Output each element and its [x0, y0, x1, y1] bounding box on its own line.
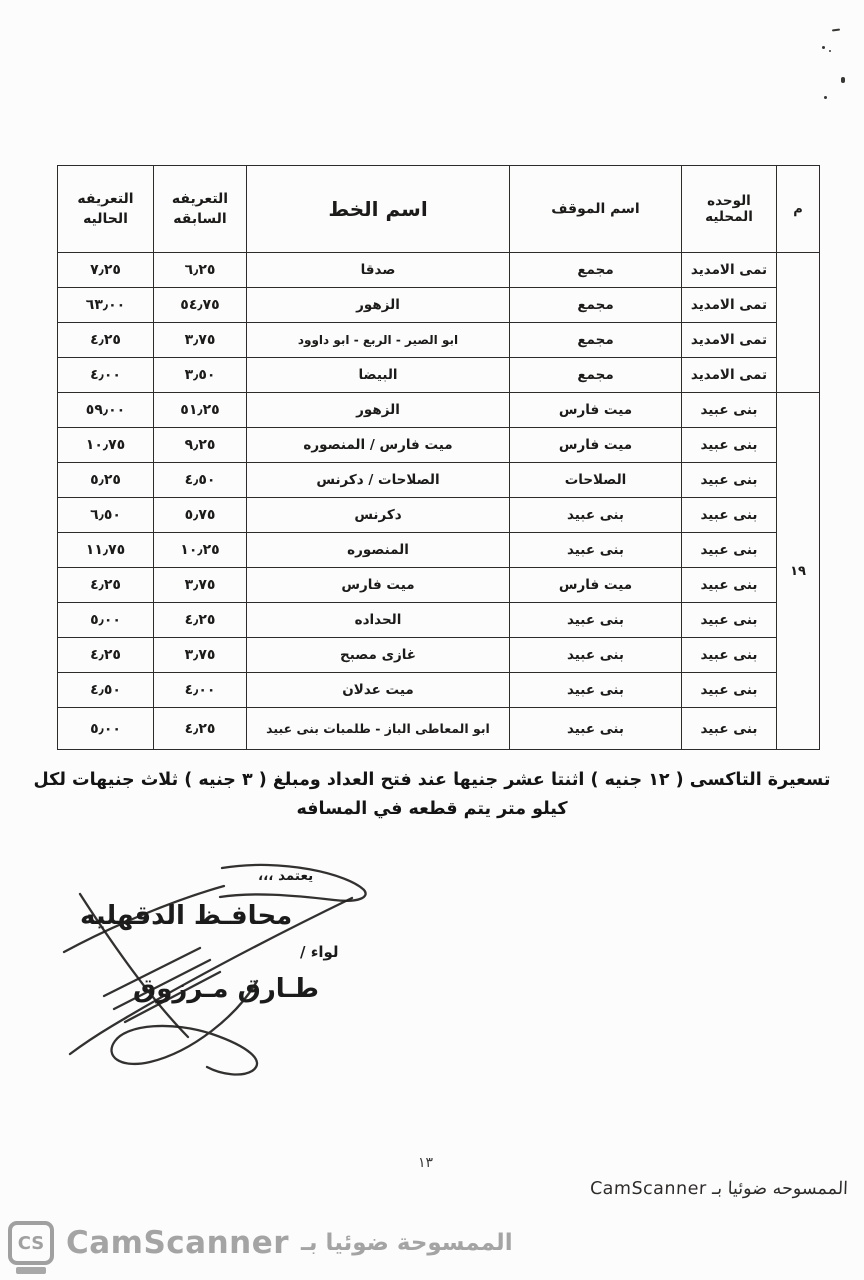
table-row: [58, 428, 820, 463]
camscanner-logo-icon: CS: [8, 1221, 54, 1265]
table-row: [58, 708, 820, 750]
scanned-by-arabic-text: الممسوحة ضوئيا بـ: [301, 1230, 513, 1256]
prev-tariff-cell: ٤٫٥٠: [154, 463, 247, 498]
stop-cell: الصلاحات: [510, 463, 682, 498]
stop-cell: بنى عبيد: [510, 603, 682, 638]
table-row: [58, 358, 820, 393]
prev-tariff-cell: ٤٫٢٥: [154, 603, 247, 638]
line-cell: الحداده: [247, 603, 510, 638]
handwritten-signature-scrawl: [52, 856, 382, 1081]
ink-speck: [841, 77, 845, 83]
prev-tariff-cell: ٥٫٧٥: [154, 498, 247, 533]
table-row: [58, 253, 820, 288]
line-cell: غازى مصبح: [247, 638, 510, 673]
unit-cell: بنى عبيد: [682, 673, 777, 708]
serial-cell-group-1: [777, 253, 820, 393]
unit-cell: تمى الامديد: [682, 288, 777, 323]
stop-cell: مجمع: [510, 253, 682, 288]
table-row: [58, 533, 820, 568]
curr-tariff-cell: ٤٫٢٥: [58, 568, 154, 603]
table-row: [58, 638, 820, 673]
stop-cell: بنى عبيد: [510, 498, 682, 533]
curr-tariff-cell: ١٠٫٧٥: [58, 428, 154, 463]
curr-tariff-cell: ٥٫٢٥: [58, 463, 154, 498]
header-current-tariff: [58, 166, 154, 253]
curr-tariff-cell: ٤٫٠٠: [58, 358, 154, 393]
table-row: [58, 288, 820, 323]
header-serial: م: [777, 166, 820, 253]
ink-speck: [824, 96, 827, 99]
table-row: [58, 568, 820, 603]
line-cell: ميت فارس / المنصوره: [247, 428, 510, 463]
prev-tariff-cell: ٩٫٢٥: [154, 428, 247, 463]
prev-tariff-cell: ٣٫٧٥: [154, 323, 247, 358]
stop-cell: مجمع: [510, 358, 682, 393]
curr-tariff-cell: ٤٫٢٥: [58, 638, 154, 673]
header-local-unit: الوحده المحليه: [682, 166, 777, 253]
curr-tariff-cell: ٤٫٢٥: [58, 323, 154, 358]
curr-tariff-cell: ٥٫٠٠: [58, 603, 154, 638]
stop-cell: بنى عبيد: [510, 708, 682, 750]
line-cell: الزهور: [247, 393, 510, 428]
approval-word: يعتمد ،،،: [258, 868, 314, 884]
header-previous-tariff-line1: التعريفه: [171, 191, 229, 207]
unit-cell: بنى عبيد: [682, 533, 777, 568]
stop-cell: مجمع: [510, 288, 682, 323]
unit-cell: تمى الامديد: [682, 358, 777, 393]
unit-cell: بنى عبيد: [682, 568, 777, 603]
line-cell: ميت فارس: [247, 568, 510, 603]
unit-cell: تمى الامديد: [682, 323, 777, 358]
stop-cell: ميت فارس: [510, 568, 682, 603]
header-stop-name: اسم الموقف: [510, 166, 682, 253]
table-row: [58, 323, 820, 358]
prev-tariff-cell: ٣٫٥٠: [154, 358, 247, 393]
table-row: [58, 498, 820, 533]
line-cell: دكرنس: [247, 498, 510, 533]
prev-tariff-cell: ٤٫٠٠: [154, 673, 247, 708]
stop-cell: ميت فارس: [510, 393, 682, 428]
camscanner-watermark: [8, 1221, 513, 1265]
header-current-tariff-line1: التعريفه: [77, 191, 134, 207]
curr-tariff-cell: ٤٫٥٠: [58, 673, 154, 708]
line-cell: الصلاحات / دكرنس: [247, 463, 510, 498]
page-number: ١٣: [418, 1155, 434, 1171]
prev-tariff-cell: ١٠٫٢٥: [154, 533, 247, 568]
curr-tariff-cell: ١١٫٧٥: [58, 533, 154, 568]
stop-cell: بنى عبيد: [510, 673, 682, 708]
line-cell: ميت عدلان: [247, 673, 510, 708]
tariff-note-line2: كيلو متر يتم قطعه في المسافه: [296, 799, 568, 819]
line-cell: ابو المعاطى الباز - طلمبات بنى عبيد: [247, 708, 510, 750]
line-cell: صدقا: [247, 253, 510, 288]
prev-tariff-cell: ٥١٫٢٥: [154, 393, 247, 428]
prev-tariff-cell: ٦٫٢٥: [154, 253, 247, 288]
unit-cell: بنى عبيد: [682, 393, 777, 428]
table-row: [58, 673, 820, 708]
unit-cell: تمى الامديد: [682, 253, 777, 288]
line-cell: الزهور: [247, 288, 510, 323]
ink-speck: [822, 46, 825, 49]
table-row: [58, 393, 820, 428]
governor-title: محافـظ الدقهليه: [80, 901, 293, 931]
tariff-table: [57, 165, 820, 750]
stop-cell: ميت فارس: [510, 428, 682, 463]
unit-cell: بنى عبيد: [682, 498, 777, 533]
curr-tariff-cell: ٦٫٥٠: [58, 498, 154, 533]
tariff-note-line1: تسعيرة التاكسى ( ١٢ جنيه ) اثنتا عشر جنيها عند فتح العداد ومبلغ ( ٣ جنيه ) ثلاث جنيهات لكل: [33, 770, 831, 790]
governor-name: طـارق مـرزوق: [133, 974, 319, 1004]
scanned-by-handwritten-text: الممسوحه ضوئيا بـ CamScanner: [589, 1179, 849, 1199]
unit-cell: بنى عبيد: [682, 463, 777, 498]
camscanner-brand-text: CamScanner: [66, 1225, 290, 1261]
serial-cell-group-2: ١٩: [777, 393, 820, 750]
curr-tariff-cell: ٧٫٢٥: [58, 253, 154, 288]
header-previous-tariff: [154, 166, 247, 253]
table-row: [58, 603, 820, 638]
stop-cell: مجمع: [510, 323, 682, 358]
header-previous-tariff-line2: السابقه: [173, 211, 227, 227]
unit-cell: بنى عبيد: [682, 428, 777, 463]
header-line-name: اسم الخط: [247, 166, 510, 253]
ink-speck: [832, 28, 840, 31]
header-current-tariff-line2: الحاليه: [83, 211, 128, 227]
line-cell: ابو الصير - الربع - ابو داوود: [247, 323, 510, 358]
governor-rank: لواء /: [300, 943, 339, 961]
prev-tariff-cell: ٥٤٫٧٥: [154, 288, 247, 323]
curr-tariff-cell: ٥٩٫٠٠: [58, 393, 154, 428]
line-cell: البيضا: [247, 358, 510, 393]
stop-cell: بنى عبيد: [510, 533, 682, 568]
prev-tariff-cell: ٤٫٢٥: [154, 708, 247, 750]
unit-cell: بنى عبيد: [682, 708, 777, 750]
curr-tariff-cell: ٦٣٫٠٠: [58, 288, 154, 323]
prev-tariff-cell: ٣٫٧٥: [154, 638, 247, 673]
stop-cell: بنى عبيد: [510, 638, 682, 673]
table-header-row: [58, 166, 820, 253]
curr-tariff-cell: ٥٫٠٠: [58, 708, 154, 750]
line-cell: المنصوره: [247, 533, 510, 568]
prev-tariff-cell: ٣٫٧٥: [154, 568, 247, 603]
table-row: [58, 463, 820, 498]
tariff-note: [0, 766, 864, 824]
ink-speck: [829, 50, 831, 52]
unit-cell: بنى عبيد: [682, 638, 777, 673]
unit-cell: بنى عبيد: [682, 603, 777, 638]
